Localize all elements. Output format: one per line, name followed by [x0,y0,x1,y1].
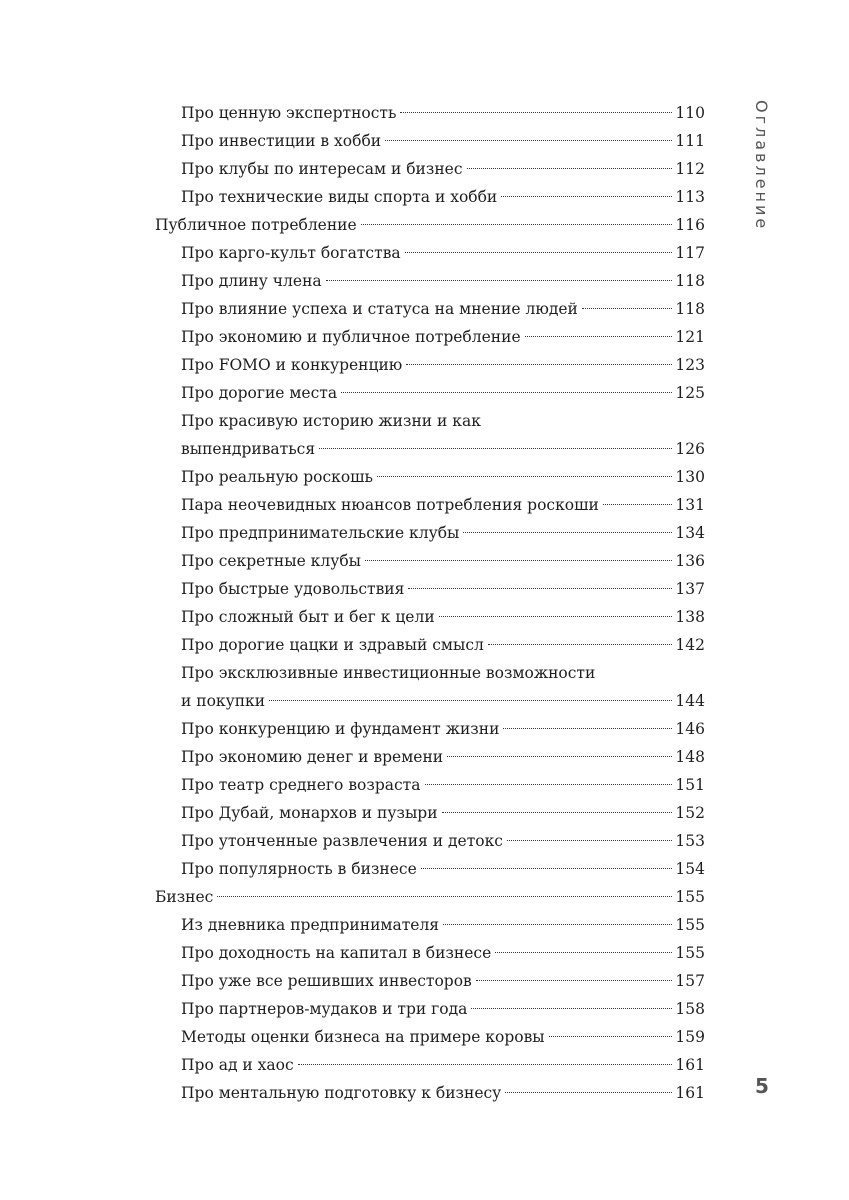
toc-entry-title: Про дорогие места [181,384,338,402]
toc-entry-page-number: 159 [675,1028,705,1046]
dot-leader [507,840,672,841]
dot-leader [319,448,672,449]
toc-entry-page-number: 148 [675,748,705,766]
toc-entry-page-number: 155 [675,916,705,934]
toc-entry-title: Про Дубай, монархов и пузыри [181,804,438,822]
toc-entry-page-number: 130 [675,468,705,486]
toc-entry[interactable] [155,631,705,659]
dot-leader [421,868,673,869]
toc-entry[interactable] [155,827,705,855]
toc-entry[interactable] [155,743,705,771]
toc-entry-title: Методы оценки бизнеса на примере коровы [181,1028,545,1046]
toc-entry-page-number: 154 [675,860,705,878]
toc-entry-title: Про утонченные развлечения и детокс [181,832,503,850]
toc-entry[interactable] [155,351,705,379]
toc-entry-title: Про дорогие цацки и здравый смысл [181,636,484,654]
toc-entry[interactable] [155,715,705,743]
dot-leader [439,616,673,617]
toc-entry-page-number: 146 [675,720,705,738]
toc-entry-page-number: 151 [675,776,705,794]
toc-entry-title: Про клубы по интересам и бизнес [181,160,463,178]
toc-entry-title: Про партнеров-мудаков и три года [181,1000,468,1018]
dot-leader [405,252,673,253]
toc-entry[interactable] [155,491,705,519]
toc-entry-page-number: 161 [675,1084,705,1102]
running-header-title: Оглавление [752,100,771,232]
toc-entry[interactable] [155,855,705,883]
dot-leader [406,364,672,365]
dot-leader [361,224,673,225]
toc-entry-title: Пара неочевидных нюансов потребления роскоши [181,496,599,514]
toc-entry-page-number: 158 [675,1000,705,1018]
toc-entry-page-number: 153 [675,832,705,850]
dot-leader [476,980,673,981]
dot-leader [471,1008,672,1009]
toc-entry-title: Про ментальную подготовку к бизнесу [181,1084,502,1102]
toc-entry[interactable] [155,239,705,267]
dot-leader [298,1064,673,1065]
toc-entry-page-number: 121 [675,328,705,346]
toc-entry-title: Про секретные клубы [181,552,361,570]
toc-entry[interactable] [155,659,705,715]
toc-entry-title: Про конкуренцию и фундамент жизни [181,720,500,738]
toc-entry[interactable] [155,519,705,547]
toc-entry-title: Про популярность в бизнесе [181,860,417,878]
toc-entry-title: Про сложный быт и бег к цели [181,608,435,626]
dot-leader [549,1036,673,1037]
toc-entry-title: Про ценную экспертность [181,104,397,122]
toc-entry[interactable] [155,911,705,939]
toc-entry[interactable] [155,939,705,967]
toc-entry-page-number: 126 [675,440,705,458]
toc-entry-title: Про реальную роскошь [181,468,373,486]
toc-entry-title: Про технические виды спорта и хобби [181,188,498,206]
toc-entry-title: Про доходность на капитал в бизнесе [181,944,492,962]
toc-entry-title-first-line: Про эксклюзивные инвестиционные возможности [181,664,596,682]
toc-entry-title: Про длину члена [181,272,322,290]
toc-entry[interactable] [155,799,705,827]
toc-entry[interactable] [155,463,705,491]
dot-leader [525,336,673,337]
dot-leader [442,812,673,813]
toc-entry-title: Про быстрые удовольствия [181,580,405,598]
dot-leader [503,728,672,729]
toc-entry-page-number: 117 [675,244,705,262]
toc-entry[interactable] [155,547,705,575]
toc-section[interactable] [155,883,705,911]
toc-entry-page-number: 131 [675,496,705,514]
toc-entry[interactable] [155,967,705,995]
toc-entry-page-number: 155 [675,944,705,962]
toc-entry-title: Про предпринимательские клубы [181,524,460,542]
toc-entry-page-number: 157 [675,972,705,990]
dot-leader [377,476,672,477]
dot-leader [505,1092,672,1093]
toc-entry-page-number: 155 [675,888,705,906]
toc-entry[interactable] [155,323,705,351]
toc-entry-page-number: 123 [675,356,705,374]
toc-entry-page-number: 112 [675,160,705,178]
toc-entry-page-number: 118 [675,300,705,318]
toc-entry-title: Про театр среднего возраста [181,776,421,794]
toc-entry[interactable] [155,155,705,183]
toc-entry-page-number: 111 [675,132,705,150]
toc-entry-title: Про влияние успеха и статуса на мнение людей [181,300,578,318]
toc-entry[interactable] [155,379,705,407]
dot-leader [385,140,672,141]
dot-leader [501,196,672,197]
toc-entry[interactable] [155,1051,705,1079]
toc-entry-title: Бизнес [155,888,214,906]
toc-entry[interactable] [155,771,705,799]
dot-leader [443,924,672,925]
toc-entry-title: Публичное потребление [155,216,357,234]
dot-leader [495,952,672,953]
toc-entry-title: Из дневника предпринимателя [181,916,440,934]
toc-entry[interactable] [155,995,705,1023]
toc-entry-title: Про уже все решивших инвесторов [181,972,472,990]
toc-entry-title: Про FOMO и конкуренцию [181,356,403,374]
toc-entry-page-number: 118 [675,272,705,290]
toc-entry-title: Про экономию денег и времени [181,748,444,766]
toc-entry[interactable] [155,295,705,323]
toc-entry[interactable] [155,1023,705,1051]
dot-leader [326,280,673,281]
toc-entry[interactable] [155,407,705,463]
toc-entry-page-number: 125 [675,384,705,402]
dot-leader [603,504,673,505]
toc-entry-page-number: 134 [675,524,705,542]
dot-leader [365,560,672,561]
toc-entry-page-number: 110 [675,104,705,122]
toc-entry[interactable] [155,575,705,603]
toc-entry-page-number: 142 [675,636,705,654]
toc-entry[interactable] [155,1079,705,1107]
toc-entry[interactable] [155,127,705,155]
page-number: 5 [755,1074,769,1098]
toc-entry-page-number: 113 [675,188,705,206]
toc-entry[interactable] [155,99,705,127]
toc-entry-title-first-line: Про красивую историю жизни и как [181,412,481,430]
dot-leader [425,784,673,785]
toc-entry-page-number: 137 [675,580,705,598]
dot-leader [488,644,673,645]
dot-leader [463,532,672,533]
dot-leader [408,588,672,589]
toc-entry-title: Про инвестиции в хобби [181,132,382,150]
dot-leader [447,756,672,757]
toc-entry-title: Про карго-культ богатства [181,244,401,262]
toc-entry-title: Про экономию и публичное потребление [181,328,521,346]
dot-leader [269,700,672,701]
toc-entry-page-number: 116 [675,216,705,234]
toc-section[interactable] [155,211,705,239]
toc-entry-page-number: 152 [675,804,705,822]
dot-leader [582,308,673,309]
toc-entry-title: Про ад и хаос [181,1056,294,1074]
dot-leader [217,896,672,897]
table-of-contents [155,99,705,1107]
toc-entry-title: выпендриваться [181,440,316,458]
toc-entry[interactable] [155,267,705,295]
toc-entry-page-number: 136 [675,552,705,570]
toc-entry-page-number: 138 [675,608,705,626]
toc-entry[interactable] [155,183,705,211]
toc-entry-page-number: 144 [675,692,705,710]
toc-entry[interactable] [155,603,705,631]
toc-entry-title: и покупки [181,692,266,710]
dot-leader [400,112,672,113]
dot-leader [467,168,673,169]
toc-entry-page-number: 161 [675,1056,705,1074]
dot-leader [341,392,672,393]
